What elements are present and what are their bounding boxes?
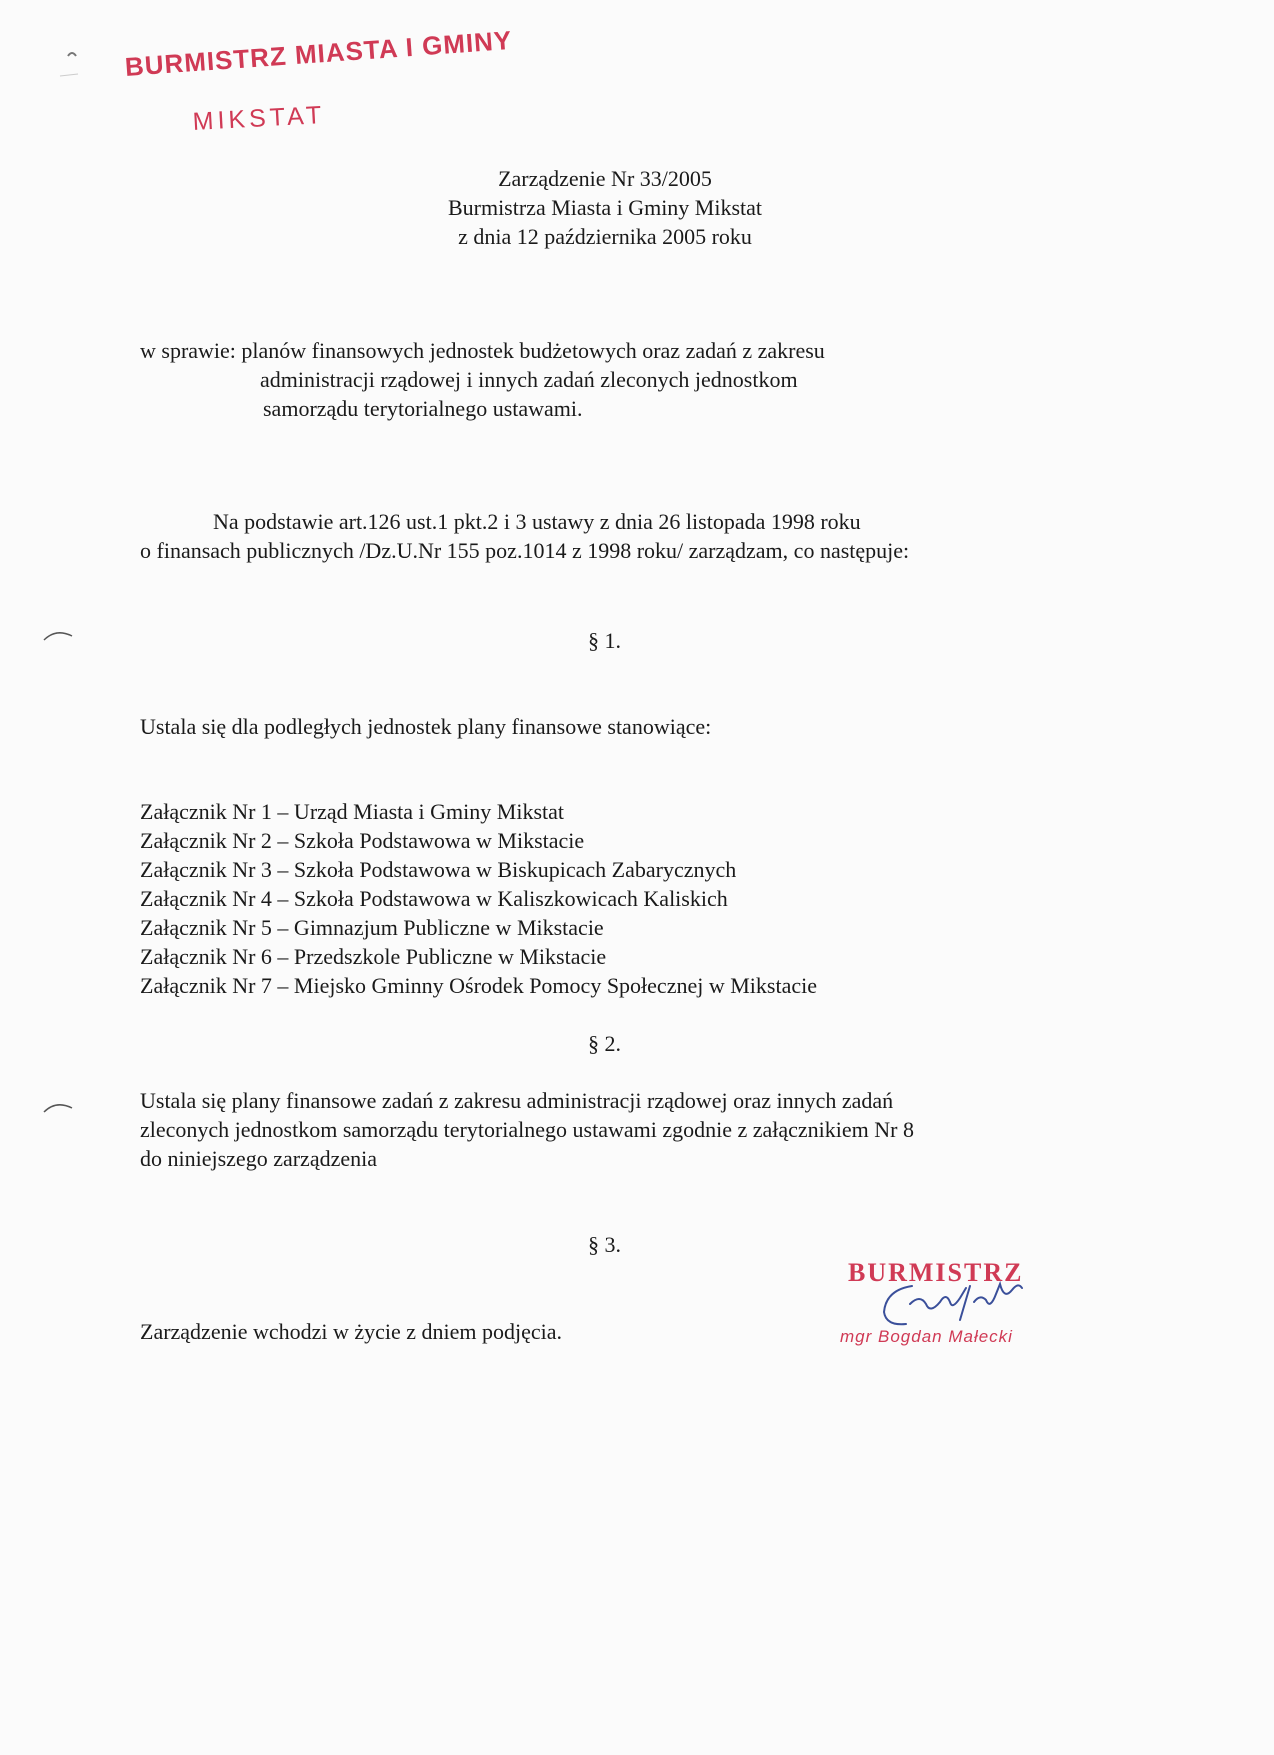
document-title: Zarządzenie Nr 33/2005 [498,166,712,191]
office-stamp-line2: MIKSTAT [192,101,326,136]
section-1-intro: Ustala się dla podległych jednostek plany finansowe stanowiące: [140,714,712,739]
attachment-item-1: Załącznik Nr 1 – Urząd Miasta i Gminy Mikstat [140,799,565,824]
signature-stamp-name: mgr Bogdan Małecki [840,1327,1013,1346]
subject-line-2: administracji rządowej i innych zadań zleconych jednostkom [260,367,798,392]
document-date: z dnia 12 października 2005 roku [458,224,752,249]
signature-stamp-title: BURMISTRZ [848,1258,1024,1287]
attachment-item-6: Załącznik Nr 6 – Przedszkole Publiczne w Mikstacie [140,944,607,969]
section-2-heading: § 2. [588,1031,621,1056]
section-3-text: Zarządzenie wchodzi w życie z dniem podjęcia. [140,1319,563,1344]
section-2-line-3: do niniejszego zarządzenia [140,1146,377,1171]
attachment-item-3: Załącznik Nr 3 – Szkoła Podstawowa w Biskupicach Zabarycznych [140,857,737,882]
attachment-item-2: Załącznik Nr 2 – Szkoła Podstawowa w Mikstacie [140,828,585,853]
attachment-item-5: Załącznik Nr 5 – Gimnazjum Publiczne w Mikstacie [140,915,604,940]
legal-basis-line-1: Na podstawie art.126 ust.1 pkt.2 i 3 ustawy z dnia 26 listopada 1998 roku [213,509,861,534]
section-1-heading: § 1. [588,628,621,653]
office-stamp-line1: BURMISTRZ MIASTA I GMINY [124,24,514,82]
subject-line-3: samorządu terytorialnego ustawami. [263,396,583,421]
section-2-line-2: zleconych jednostkom samorządu terytorialnego ustawami zgodnie z załącznikiem Nr 8 [140,1117,914,1142]
section-2-line-1: Ustala się plany finansowe zadań z zakresu administracji rządowej oraz innych zadań [140,1088,894,1113]
document-issuer: Burmistrza Miasta i Gminy Mikstat [447,195,763,220]
attachment-item-4: Załącznik Nr 4 – Szkoła Podstawowa w Kaliszkowicach Kaliskich [140,886,728,911]
attachment-item-7: Załącznik Nr 7 – Miejsko Gminny Ośrodek Pomocy Społecznej w Mikstacie [140,973,817,998]
section-3-heading: § 3. [588,1232,621,1257]
legal-basis-line-2: o finansach publicznych /Dz.U.Nr 155 poz.1014 z 1998 roku/ zarządzam, co następuje: [140,538,910,563]
subject-line-1: w sprawie: planów finansowych jednostek budżetowych oraz zadań z zakresu [140,338,825,363]
